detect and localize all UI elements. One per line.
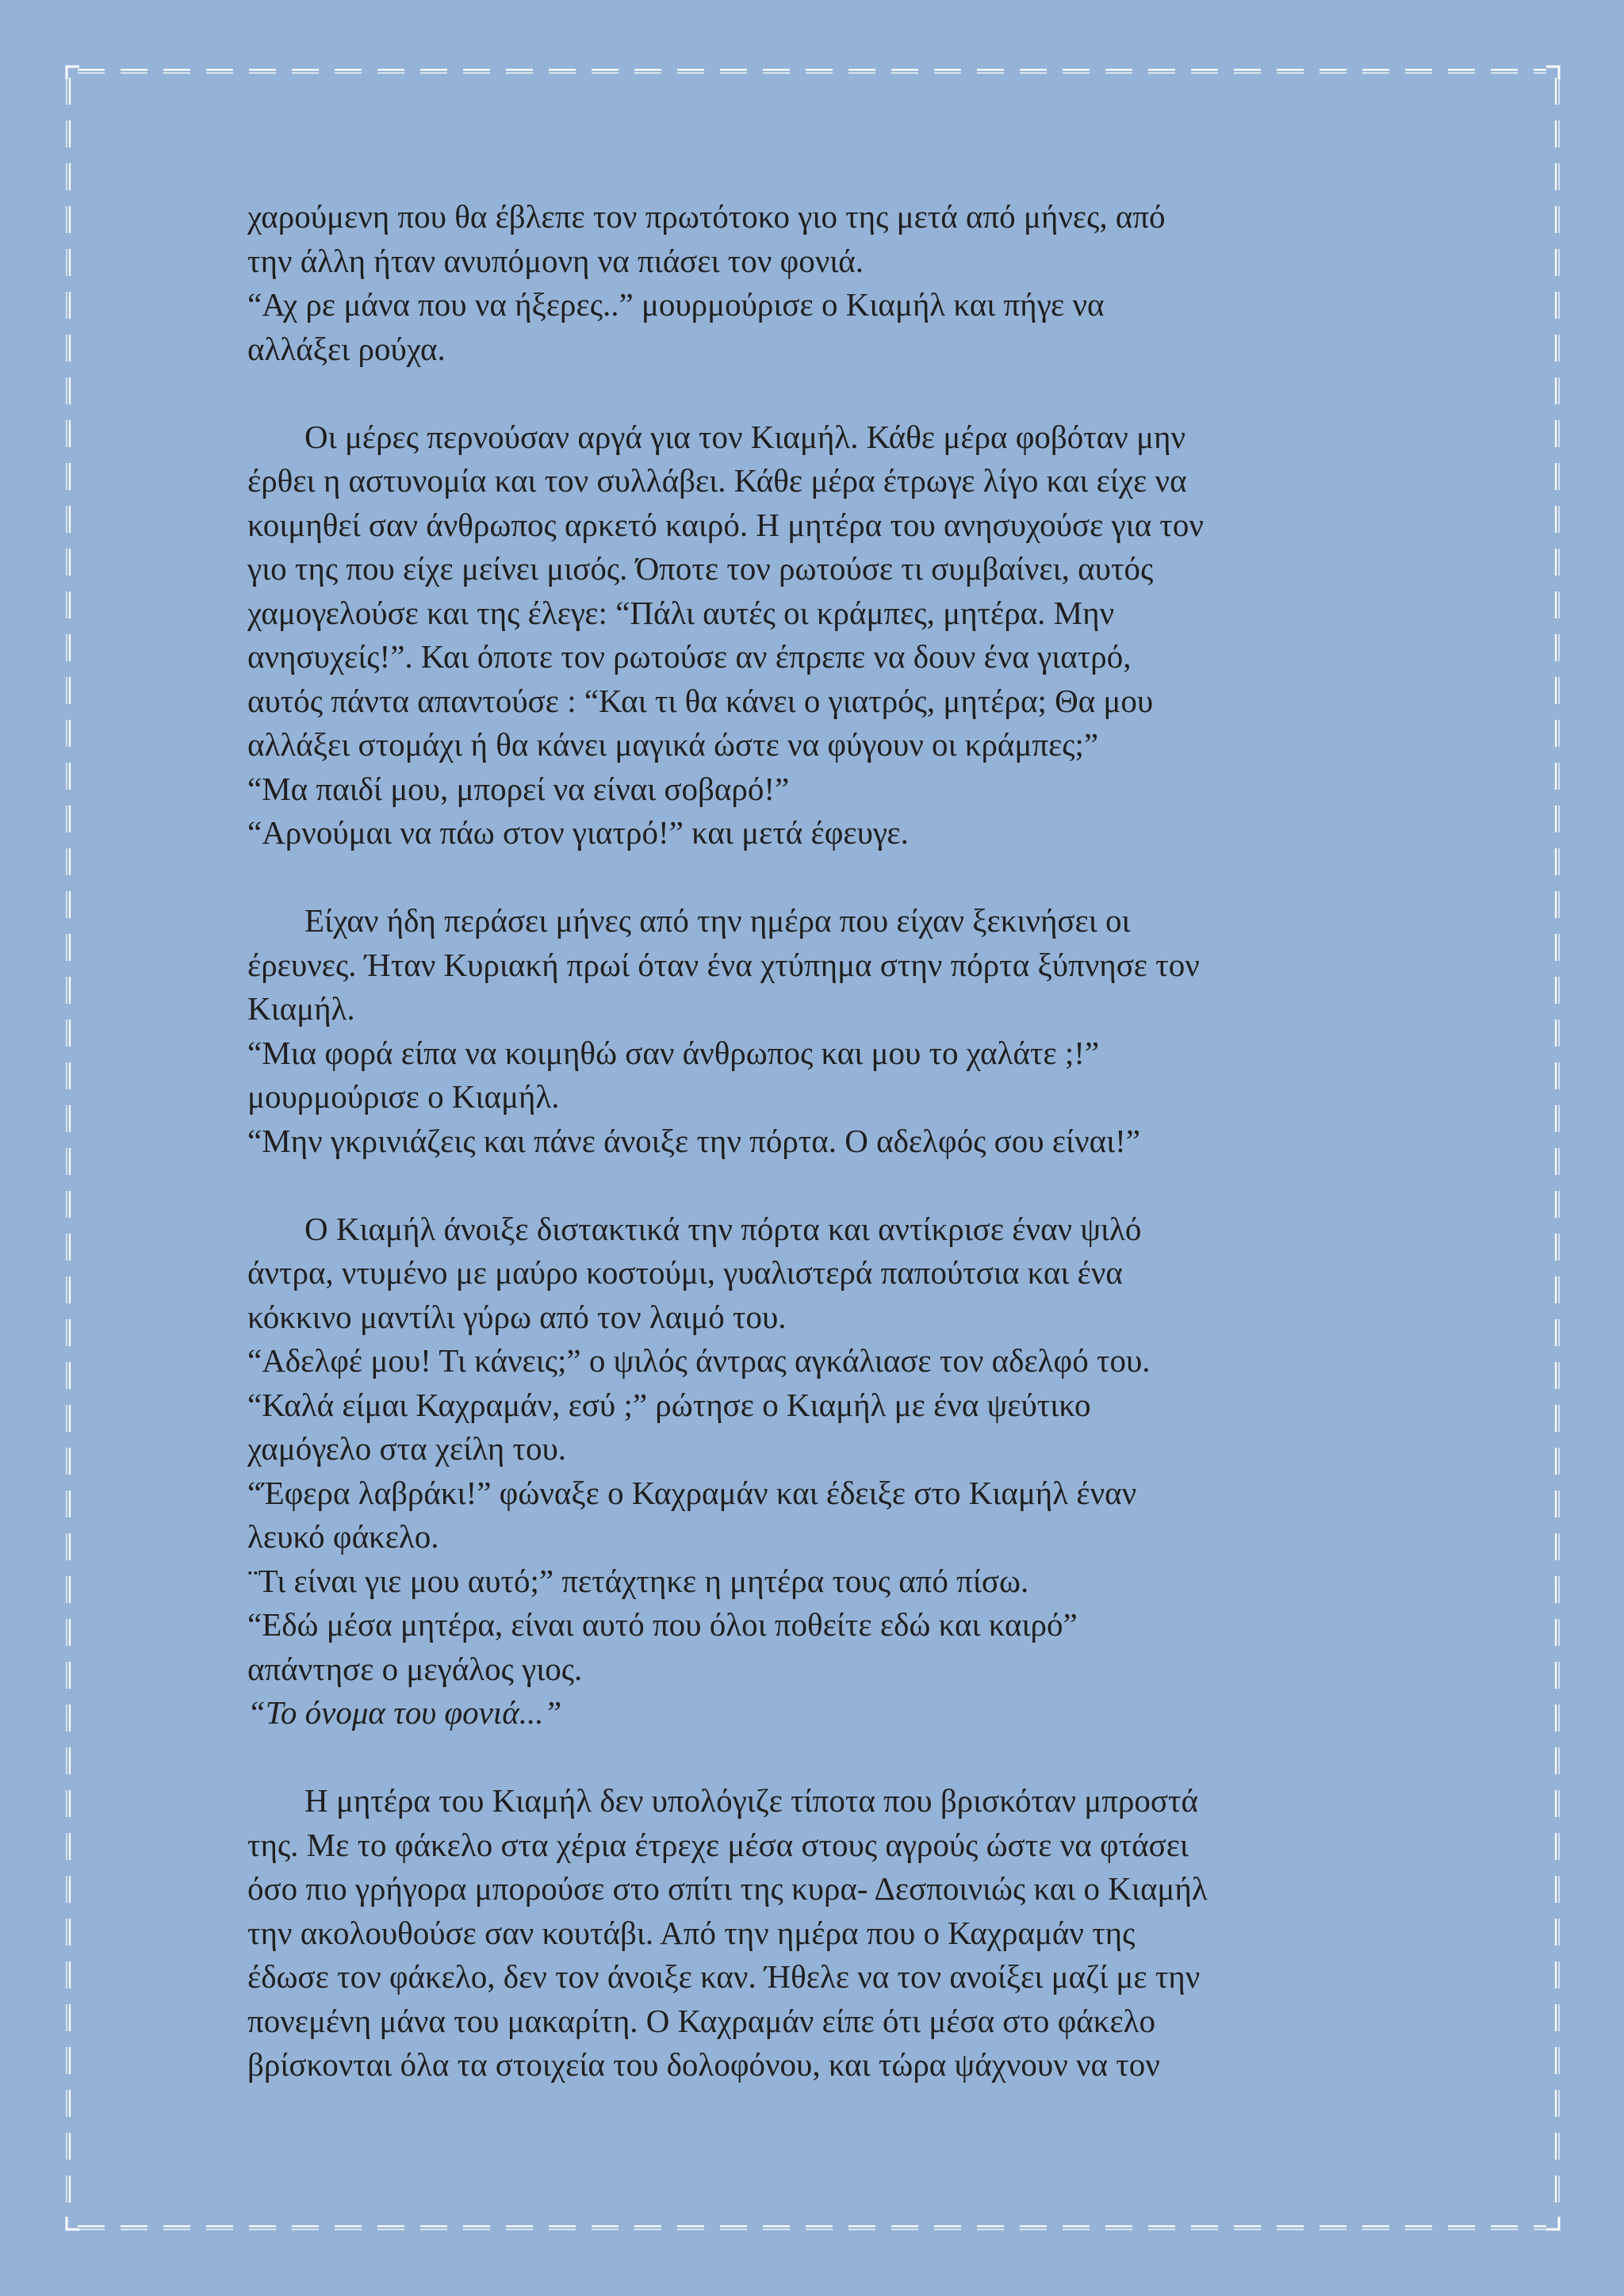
text-line: “Μα παιδί μου, μπορεί να είναι σοβαρό!” [247, 770, 790, 807]
paragraph [247, 899, 1397, 1163]
text-line: Ο Κιαμήλ άνοιξε διστακτικά την πόρτα και αντίκρισε έναν ψιλό [304, 1210, 1142, 1247]
paragraph [247, 195, 1397, 371]
text-line: την άλλη ήταν ανυπόμονη να πιάσει τον φονιά. [247, 242, 864, 279]
paragraph-gap [247, 371, 1397, 415]
text-line: χαμογελούσε και της έλεγε: “Πάλι αυτές οι κράμπες, μητέρα. Μην [247, 594, 1115, 631]
text-line: ¨Τι είναι γιε μου αυτό;” πετάχτηκε η μητέρα τους από πίσω. [247, 1562, 1029, 1599]
text-line: βρίσκονται όλα τα στοιχεία του δολοφόνου, και τώρα ψάχνουν να τον [247, 2046, 1160, 2083]
text-line: λευκό φάκελο. [247, 1518, 439, 1555]
text-line: ανησυχείς!”. Και όποτε τον ρωτούσε αν έπρεπε να δουν ένα γιατρό, [247, 638, 1132, 675]
text-line: όσο πιο γρήγορα μπορούσε στο σπίτι της κυρα- Δεσποινιώς και ο Κιαμήλ [247, 1870, 1208, 1907]
text-line: Είχαν ήδη περάσει μήνες από την ημέρα που είχαν ξεκινήσει οι [304, 902, 1131, 939]
text-line: αλλάξει στομάχι ή θα κάνει μαγικά ώστε να φύγουν οι κράμπες;” [247, 726, 1099, 763]
text-line: “Έφερα λαβράκι!” φώναξε ο Καχραμάν και έδειξε στο Κιαμήλ έναν [247, 1474, 1137, 1511]
italic-text-line: “Το όνομα του φονιά...” [247, 1694, 562, 1731]
text-line: έρθει η αστυνομία και τον συλλάβει. Κάθε μέρα έτρωγε λίγο και είχε να [247, 462, 1187, 499]
text-line: πονεμένη μάνα του μακαρίτη. Ο Καχραμάν είπε ότι μέσα στο φάκελο [247, 2002, 1156, 2039]
paragraph [247, 1207, 1397, 1735]
text-line: απάντησε ο μεγάλος γιος. [247, 1650, 583, 1687]
text-line: κόκκινο μαντίλι γύρω από τον λαιμό του. [247, 1298, 787, 1335]
corner-bottom-left [67, 2217, 79, 2229]
text-line: της. Με το φάκελο στα χέρια έτρεχε μέσα στους αγρούς ώστε να φτάσει [247, 1826, 1189, 1863]
text-line: έδωσε τον φάκελο, δεν τον άνοιξε καν. Ήθελε να τον ανοίξει μαζί με την [247, 1958, 1201, 1995]
text-line: αλλάξει ρούχα. [247, 330, 446, 367]
text-line: χαρούμενη που θα έβλεπε τον πρωτότοκο γιο της μετά από μήνες, από [247, 198, 1166, 235]
text-line: “Εδώ μέσα μητέρα, είναι αυτό που όλοι ποθείτε εδώ και καιρό” [247, 1606, 1078, 1643]
text-line: χαμόγελο στα χείλη του. [247, 1430, 567, 1467]
corner-top-right [1546, 67, 1559, 79]
text-line: την ακολουθούσε σαν κουτάβι. Από την ημέρα που ο Καχραμάν της [247, 1914, 1136, 1951]
text-line: αυτός πάντα απαντούσε : “Και τι θα κάνει ο γιατρός, μητέρα; Θα μου [247, 682, 1154, 719]
text-line: “Μια φορά είπα να κοιμηθώ σαν άνθρωπος και μου το χαλάτε ;!” [247, 1034, 1100, 1071]
text-line: γιο της που είχε μείνει μισός. Όποτε τον ρωτούσε τι συμβαίνει, αυτός [247, 550, 1154, 587]
paragraph [247, 1779, 1397, 2087]
paragraph-gap [247, 855, 1397, 900]
corner-top-left [67, 67, 79, 79]
text-line: Οι μέρες περνούσαν αργά για τον Κιαμήλ. Κάθε μέρα φοβόταν μην [304, 418, 1185, 455]
text-line: Κιαμήλ. [247, 990, 355, 1027]
text-line: “Αρνούμαι να πάω στον γιατρό!” και μετά έφευγε. [247, 814, 909, 851]
text-line: άντρα, ντυμένο με μαύρο κοστούμι, γυαλιστερά παπούτσια και ένα [247, 1254, 1123, 1291]
text-line: έρευνες. Ήταν Κυριακή πρωί όταν ένα χτύπημα στην πόρτα ξύπνησε τον [247, 946, 1200, 983]
corner-bottom-right [1546, 2217, 1559, 2229]
document-body [247, 195, 1397, 2087]
paragraph [247, 415, 1397, 855]
paragraph-gap [247, 1735, 1397, 1780]
text-line: κοιμηθεί σαν άνθρωπος αρκετό καιρό. Η μητέρα του ανησυχούσε για τον [247, 506, 1204, 543]
text-line: μουρμούρισε ο Κιαμήλ. [247, 1078, 560, 1115]
text-line: “Αχ ρε μάνα που να ήξερες..” μουρμούρισε ο Κιαμήλ και πήγε να [247, 286, 1105, 323]
paragraph-gap [247, 1163, 1397, 1207]
text-line: “Αδελφέ μου! Τι κάνεις;” ο ψιλός άντρας αγκάλιασε τον αδελφό του. [247, 1342, 1151, 1379]
text-line: Η μητέρα του Κιαμήλ δεν υπολόγιζε τίποτα που βρισκόταν μπροστά [304, 1782, 1198, 1819]
text-line: “Μην γκρινιάζεις και πάνε άνοιξε την πόρτα. Ο αδελφός σου είναι!” [247, 1122, 1140, 1159]
text-line: “Καλά είμαι Καχραμάν, εσύ ;” ρώτησε ο Κιαμήλ με ένα ψεύτικο [247, 1386, 1091, 1423]
